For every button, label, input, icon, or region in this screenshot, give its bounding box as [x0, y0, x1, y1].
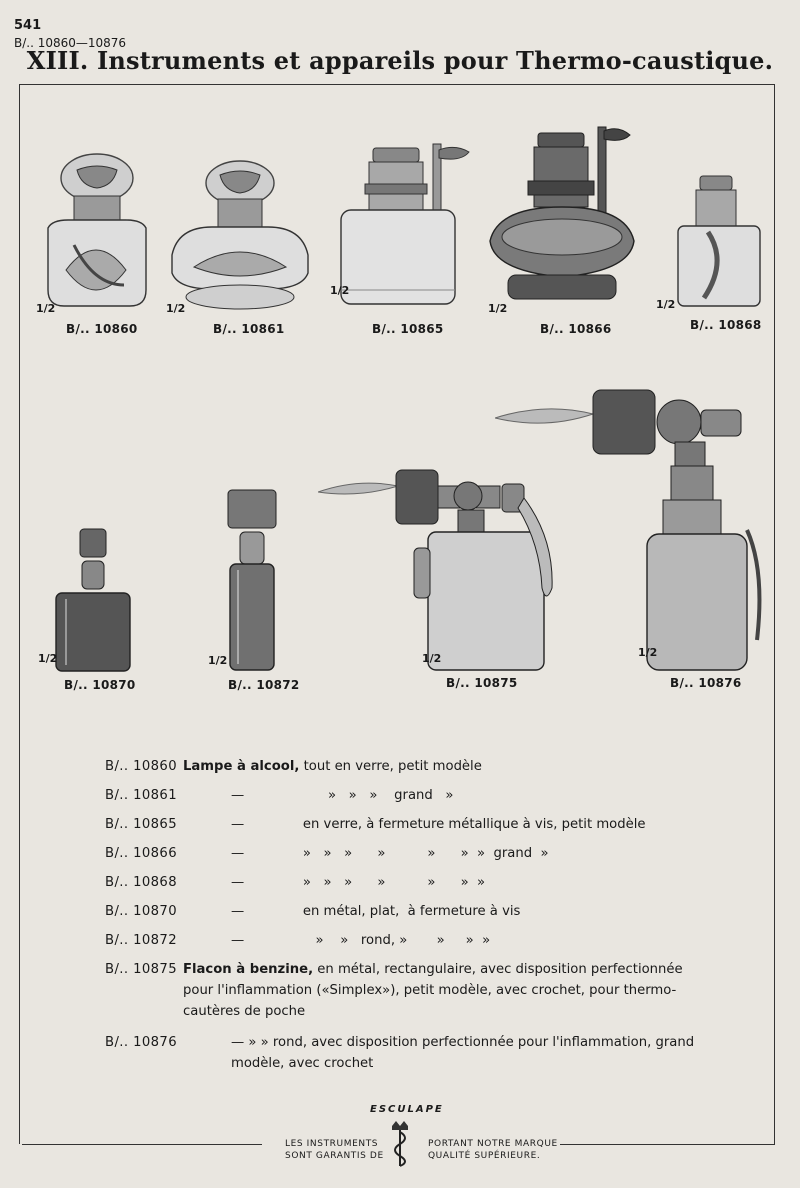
entry-code: B/.. 10860 — [105, 759, 178, 774]
catalog-entry — [105, 1028, 715, 1074]
entry-code: B/.. 10861 — [105, 788, 178, 803]
catalog-range: B/.. 10860—10876 — [14, 36, 127, 50]
catalog-entry — [105, 955, 715, 1022]
page-title: XIII. Instruments et appareils pour Thermo-caustique. — [26, 46, 774, 75]
footer — [0, 1100, 800, 1170]
figure-code: B/.. 10868 — [690, 318, 762, 332]
entry-description: — » » » » » » » — [231, 875, 486, 890]
footer-text: SONT GARANTIS DE — [285, 1151, 384, 1161]
scale-label: 1/2 — [208, 654, 228, 667]
glass-lamp-metal-cap-icon — [335, 140, 475, 315]
entry-code: B/.. 10875 — [105, 962, 178, 977]
catalog-entry — [105, 868, 715, 897]
footer-text: LES INSTRUMENTS — [285, 1139, 379, 1149]
scale-label: 1/2 — [638, 646, 658, 659]
entry-description: — en verre, à fermeture métallique à vis, petit modèle — [231, 817, 646, 832]
entry-code: B/.. 10865 — [105, 817, 178, 832]
footer-text: PORTANT NOTRE MARQUE — [428, 1139, 558, 1149]
figure-code: B/.. 10866 — [540, 322, 612, 336]
figure-code: B/.. 10875 — [446, 676, 518, 690]
large-glass-lamp-icon — [488, 125, 638, 315]
footer-rule — [22, 1144, 262, 1145]
brand-name: ESCULAPE — [370, 1104, 444, 1115]
entry-description: — » » » » » » » grand » — [231, 846, 549, 861]
catalog-entry — [105, 752, 715, 781]
catalog-entry — [105, 897, 715, 926]
catalog-entry — [105, 781, 715, 810]
figure-code: B/.. 10861 — [213, 322, 285, 336]
scale-label: 1/2 — [330, 284, 350, 297]
round-metal-flask-icon — [224, 488, 280, 674]
figure-code: B/.. 10872 — [228, 678, 300, 692]
caduceus-logo-icon — [388, 1120, 412, 1172]
flat-metal-flask-icon — [52, 525, 134, 675]
scale-label: 1/2 — [38, 652, 58, 665]
entry-code: B/.. 10870 — [105, 904, 178, 919]
scale-label: 1/2 — [36, 302, 56, 315]
entry-description: en métal, rectangulaire, avec disposition perfectionnée pour l'inflammation («Simplex»), petit modèle, avec crochet, pour thermo-cautères de poche — [183, 962, 683, 1019]
entry-name: Flacon à benzine, — [183, 962, 314, 977]
catalog-entry — [105, 839, 715, 868]
glass-alcohol-lamp-icon — [44, 150, 150, 320]
entry-description: tout en verre, petit modèle — [303, 759, 482, 774]
page-number: 541 — [14, 18, 42, 33]
square-glass-lamp-icon — [672, 172, 766, 312]
footer-rule — [560, 1144, 775, 1145]
entry-code: B/.. 10866 — [105, 846, 178, 861]
figure-code: B/.. 10870 — [64, 678, 136, 692]
wide-glass-alcohol-lamp-icon — [170, 155, 310, 315]
footer-text: QUALITÉ SUPÉRIEURE. — [428, 1151, 541, 1161]
entry-description: — » » rond, » » » » — [231, 933, 491, 948]
scale-label: 1/2 — [422, 652, 442, 665]
entry-description: — » » rond, avec disposition perfectionnée pour l'inflammation, grand modèle, avec crochet — [231, 1035, 695, 1071]
entry-description: — en métal, plat, à fermeture à vis — [231, 904, 521, 919]
figure-code: B/.. 10860 — [66, 322, 138, 336]
catalog-entry — [105, 810, 715, 839]
entry-code: B/.. 10868 — [105, 875, 178, 890]
scale-label: 1/2 — [166, 302, 186, 315]
entry-code: B/.. 10872 — [105, 933, 178, 948]
entry-name: Lampe à alcool, — [183, 759, 300, 774]
round-benzine-flask-burner-icon — [495, 380, 765, 675]
catalog-entry — [105, 926, 715, 955]
entry-description: — » » » grand » — [231, 788, 454, 803]
figure-code: B/.. 10876 — [670, 676, 742, 690]
catalog-entries — [105, 752, 715, 1074]
entry-code: B/.. 10876 — [105, 1035, 178, 1050]
scale-label: 1/2 — [656, 298, 676, 311]
scale-label: 1/2 — [488, 302, 508, 315]
figure-code: B/.. 10865 — [372, 322, 444, 336]
